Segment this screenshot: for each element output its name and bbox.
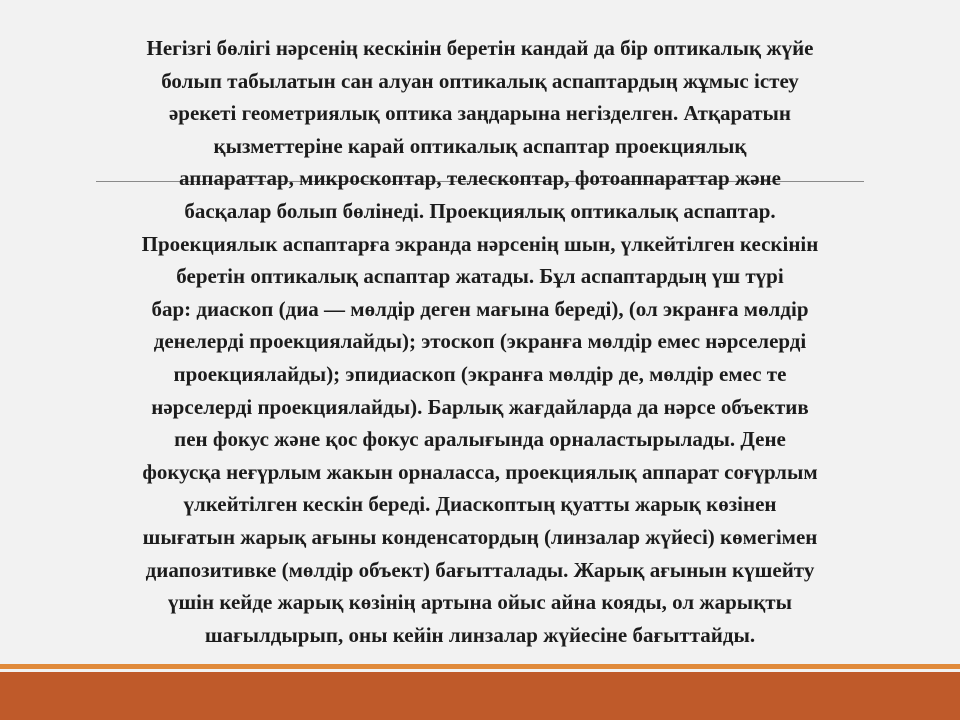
text-line: беретін оптикалық аспаптар жатады. Бұл аспаптардың үш түрі	[176, 264, 784, 289]
text-line: үлкейтілген кескін береді. Диаскоптың қуатты жарық көзінен	[183, 492, 777, 517]
text-line: диапозитивке (мөлдір объект) бағытталады. Жарық ағынын күшейту	[145, 557, 815, 582]
footer-accent-line	[0, 664, 960, 669]
text-line: Негізгі бөлігі нәрсенің кескінін беретін кандай да бір оптикалық жүйе	[146, 36, 814, 60]
text-line: шығатын жарық ағыны конденсатордың (линзалар жүйесі) көмегімен	[142, 524, 818, 549]
text-line: проекциялайды); эпидиаскоп (экранға мөлдір де, мөлдір емес те	[173, 361, 787, 386]
text-line: Проекциялык аспаптарға экранда нәрсенің шын, үлкейтілген кескінін	[141, 231, 819, 256]
text-line: қызметтеріне карай оптикалық аспаптар проекциялық	[213, 133, 747, 158]
footer-bar	[0, 672, 960, 720]
text-line: үшін кейде жарық көзінің артына ойыс айна кояды, ол жарықты	[167, 590, 793, 615]
text-line: денелерді проекциялайды); этоскоп (экранға мөлдір емес нәрселерді	[153, 329, 807, 354]
text-line: пен фокус және қос фокус аралығында орналастырылады. Дене	[174, 427, 786, 452]
body-text	[40, 32, 920, 651]
text-line: басқалар болып бөлінеді. Проекциялық оптикалық аспаптар.	[184, 198, 776, 223]
text-line: әрекеті геометриялық оптика заңдарына негізделген. Атқаратын	[168, 101, 792, 126]
text-line: фокусқа неғүрлым жакын орналасса, проекциялық аппарат соғүрлым	[142, 459, 818, 484]
text-line: шағылдырып, оны кейін линзалар жүйесіне бағыттайды.	[204, 622, 756, 647]
text-line: болып табылатын сан алуан оптикалық аспаптардың жұмыс істеу	[161, 68, 799, 93]
text-line: бар: диаскоп (диа — мөлдір деген мағына береді), (ол экранға мөлдір	[151, 296, 809, 321]
text-line: нәрселерді проекциялайды). Барлық жағдайларда да нәрсе объектив	[151, 394, 809, 419]
text-line: аппараттар, микроскоптар, телескоптар, фотоаппараттар және	[179, 166, 781, 191]
